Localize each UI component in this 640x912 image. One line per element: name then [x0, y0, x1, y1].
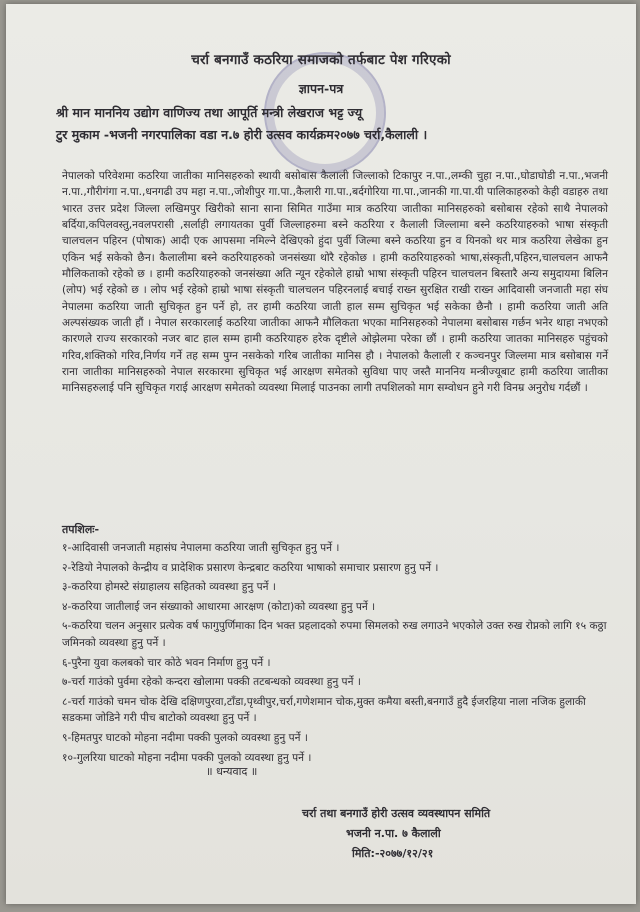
- section-heading: तपशिलः-: [62, 523, 100, 536]
- list-item: ३-कठरिया होमस्टे संग्राहालय सहितको व्यवस्था हुनु पर्ने ।: [62, 581, 276, 594]
- list-item: २-रेडियो नेपालको केन्द्रीय व प्रादेशिक प्रसारण केन्द्रबाट कठरिया भाषाको समाचार प्रसारण हुनु पर्ने ।: [62, 561, 439, 574]
- letter-subtitle: ज्ञापन-पत्र: [298, 81, 344, 96]
- demand-list: [62, 540, 610, 769]
- list-item: १०-गुलरिया घाटको मोहना नदीमा पक्की पुलको व्यवस्था हुनु पर्ने ।: [62, 751, 312, 764]
- addressee-line: श्री मान माननिय उद्योग वाणिज्य तथा आपूर्ति मन्त्री लेखराज भट्ट ज्यू: [56, 105, 363, 120]
- signature-address: भजनी न.पा. ७ कैलाली: [346, 827, 441, 840]
- list-item: ८-चर्रा गाउंको चमन चोक देखि दक्षिणपुरवा,टाँडा,पृथ्वीपुर,चर्रा,गणेशमान चोक,मुक्त कमैया बस्ती,बनगाउँ हुदै ईजरहिया नाला नजिक हुलाकी सडकमा जोडिने गरी पीच बाटोको व्यवस्था हुनु पर्ने ।: [62, 695, 586, 725]
- list-item: ९-हिमतपुर घाटको मोहना नदीमा पक्की पुलको व्यवस्था हुनु पर्ने ।: [62, 731, 308, 744]
- list-item: ६-पुरैना युवा कलबको चार कोठे भवन निर्माण हुनु पर्ने ।: [62, 656, 271, 669]
- list-item: ४-कठरिया जातीलाई जन संख्याको आधारमा आरक्षण (कोटा)को व्यवस्था हुनु पर्ने ।: [62, 600, 376, 613]
- addressee-line: टुर मुकाम -भजनी नगरपालिका वडा न.७ होरी उत्सव कार्यक्रम२०७७ चर्रा,कैलाली ।: [56, 127, 428, 142]
- signature-block: [302, 804, 602, 864]
- letter-title: चर्रा बनगाउँ कठरिया समाजको तर्फबाट पेश गरिएको: [191, 52, 451, 68]
- list-item: १-आदिवासी जनजाती महासंघ नेपालमा कठरिया जाती सुचिकृत हुनु पर्ने ।: [62, 542, 340, 554]
- list-item: ५-कठरिया चलन अनुसार प्रत्येक वर्ष फागुपुर्णिमाका दिन भक्त प्रहलादको रुपमा सिमलको रुख लगाउने भएकोले उक्त रुख रोप्नको लागि १५ कठ्ठा जमिनको व्यवस्था हुनु पर्ने ।: [62, 620, 607, 649]
- thanks-line: ॥ धन्यवाद ॥: [206, 765, 258, 778]
- letter-page: [6, 4, 636, 904]
- signature-org: चर्रा तथा बनगाउँ होरी उत्सव व्यवस्थापन समिति: [302, 807, 491, 820]
- list-item: ७-चर्रा गाउंको पुर्वमा रहेको कन्दरा खोलामा पक्की तटबन्धको व्यवस्था हुनु पर्ने ।: [62, 676, 361, 689]
- letter-body: नेपालको परिवेशमा कठरिया जातीका मानिसहरुको स्थायी बसोबास कैलाली जिल्लाको टिकापुर न.पा.,लम्की चुहा न.पा.,घोडाघोडी न.पा.,भजनी न.पा.,गौरीगंगा न.पा.,धनगढी उप महा न.पा.,जोशीपुर गा.पा.,कैलारी गा.पा.,बर्दगोरिया गा.पा.,जानकी गा.पा.यी पालिकाहरुको केही वडाहरु तथा भारत उत्तर प्रदेश जिल्ला लखिमपुर खिरीको साना साना सिमित गाउँमा मात्र कठरिया जातीका मानिसहरुको बसोबास रहेको साथै नेपालको बर्दिया,कपिलवस्तु,नवलपरासी ,सर्लाही लगायतका पुर्वी जिल्लाहरुमा बस्ने कठरिया र कैलाली जिल्लामा बस्ने कठरियाहरुको भाषा संस्कृती चालचलन पहिरन (पोषाक) आदी एक आपसमा नमिल्ने देखिएको हुंदा पुर्वी जिल्मा बस्ने कठरिया हुन व यिनको थर मात्र कठरिया लेखेका हुन एकिन भई सकेको छैन। कैलालीमा बस्ने कठरियाहरुको जनसंख्या थोरै रहेकोछ । हामी कठरियाहरुको भाषा,संस्कृती,पहिरन,चालचलन आफनै मौलिकताको रहेको छ । हामी कठरियाहरुको जनसंख्या अति न्यून रहेकोले हाम्रो भाषा संस्कृती पहिरन चालचलन बिस्तारै अन्य समुदायमा बिलिन (लोप) भई रहेको छ । लोप भई रहेको हाम्रो भाषा संस्कृती चालचलन पहिरनलाई बचाई राख्न सुरक्षित राखी राख्न आदिवासी जनजाती महा संघ नेपालमा कठरिया जाती सुचिकृत हुन पर्ने हो, तर हामी कठरिया जाती हाल सम्म सुचिकृत भई सकेका छैनौ । हामी कठरिया जाती अति अल्पसंख्यक जाती हौं । नेपाल सरकारलाई कठरिया जातीका आफनै मौलिकता भएका मानिसहरुको नेपालमा बसोबास गर्छन भनेर थाहा नभएको कारणले राज्य सरकारको नजर बाट हाल सम्म हामी कठरियाहरु हरेक दृष्टीले ओझेलमा परेका छौं । हामी कठरिया जातका मानिसहरु पहुंचको गरिव,शक्तिको गरिव,निर्णय गर्ने तह सम्म पुग्न नसकेको गरिब जातीका मानिस हौ । नेपालको कैलाली र कञ्चनपुर जिल्लमा मात्र बसोबास गर्ने राना जातीका मानिसहरुको नेपाल सरकारमा सुचिकृत भई आरक्षण समेतको सुविधा पाए जस्तै माननिय मन्त्रीज्यूबाट हामी कठरिया जातीका मानिसहरुलाई पनि सुचिकृत गराई आरक्षण समेतको व्यवस्था मिलाई पाउनका लागी तपशिलको माग सम्वोधन हुने गरी विनम्र अनुरोध गर्दछौं ।: [62, 170, 608, 395]
- signature-date: मिति:-२०७७/१२/२१: [352, 847, 434, 860]
- addressee-block: [56, 102, 596, 146]
